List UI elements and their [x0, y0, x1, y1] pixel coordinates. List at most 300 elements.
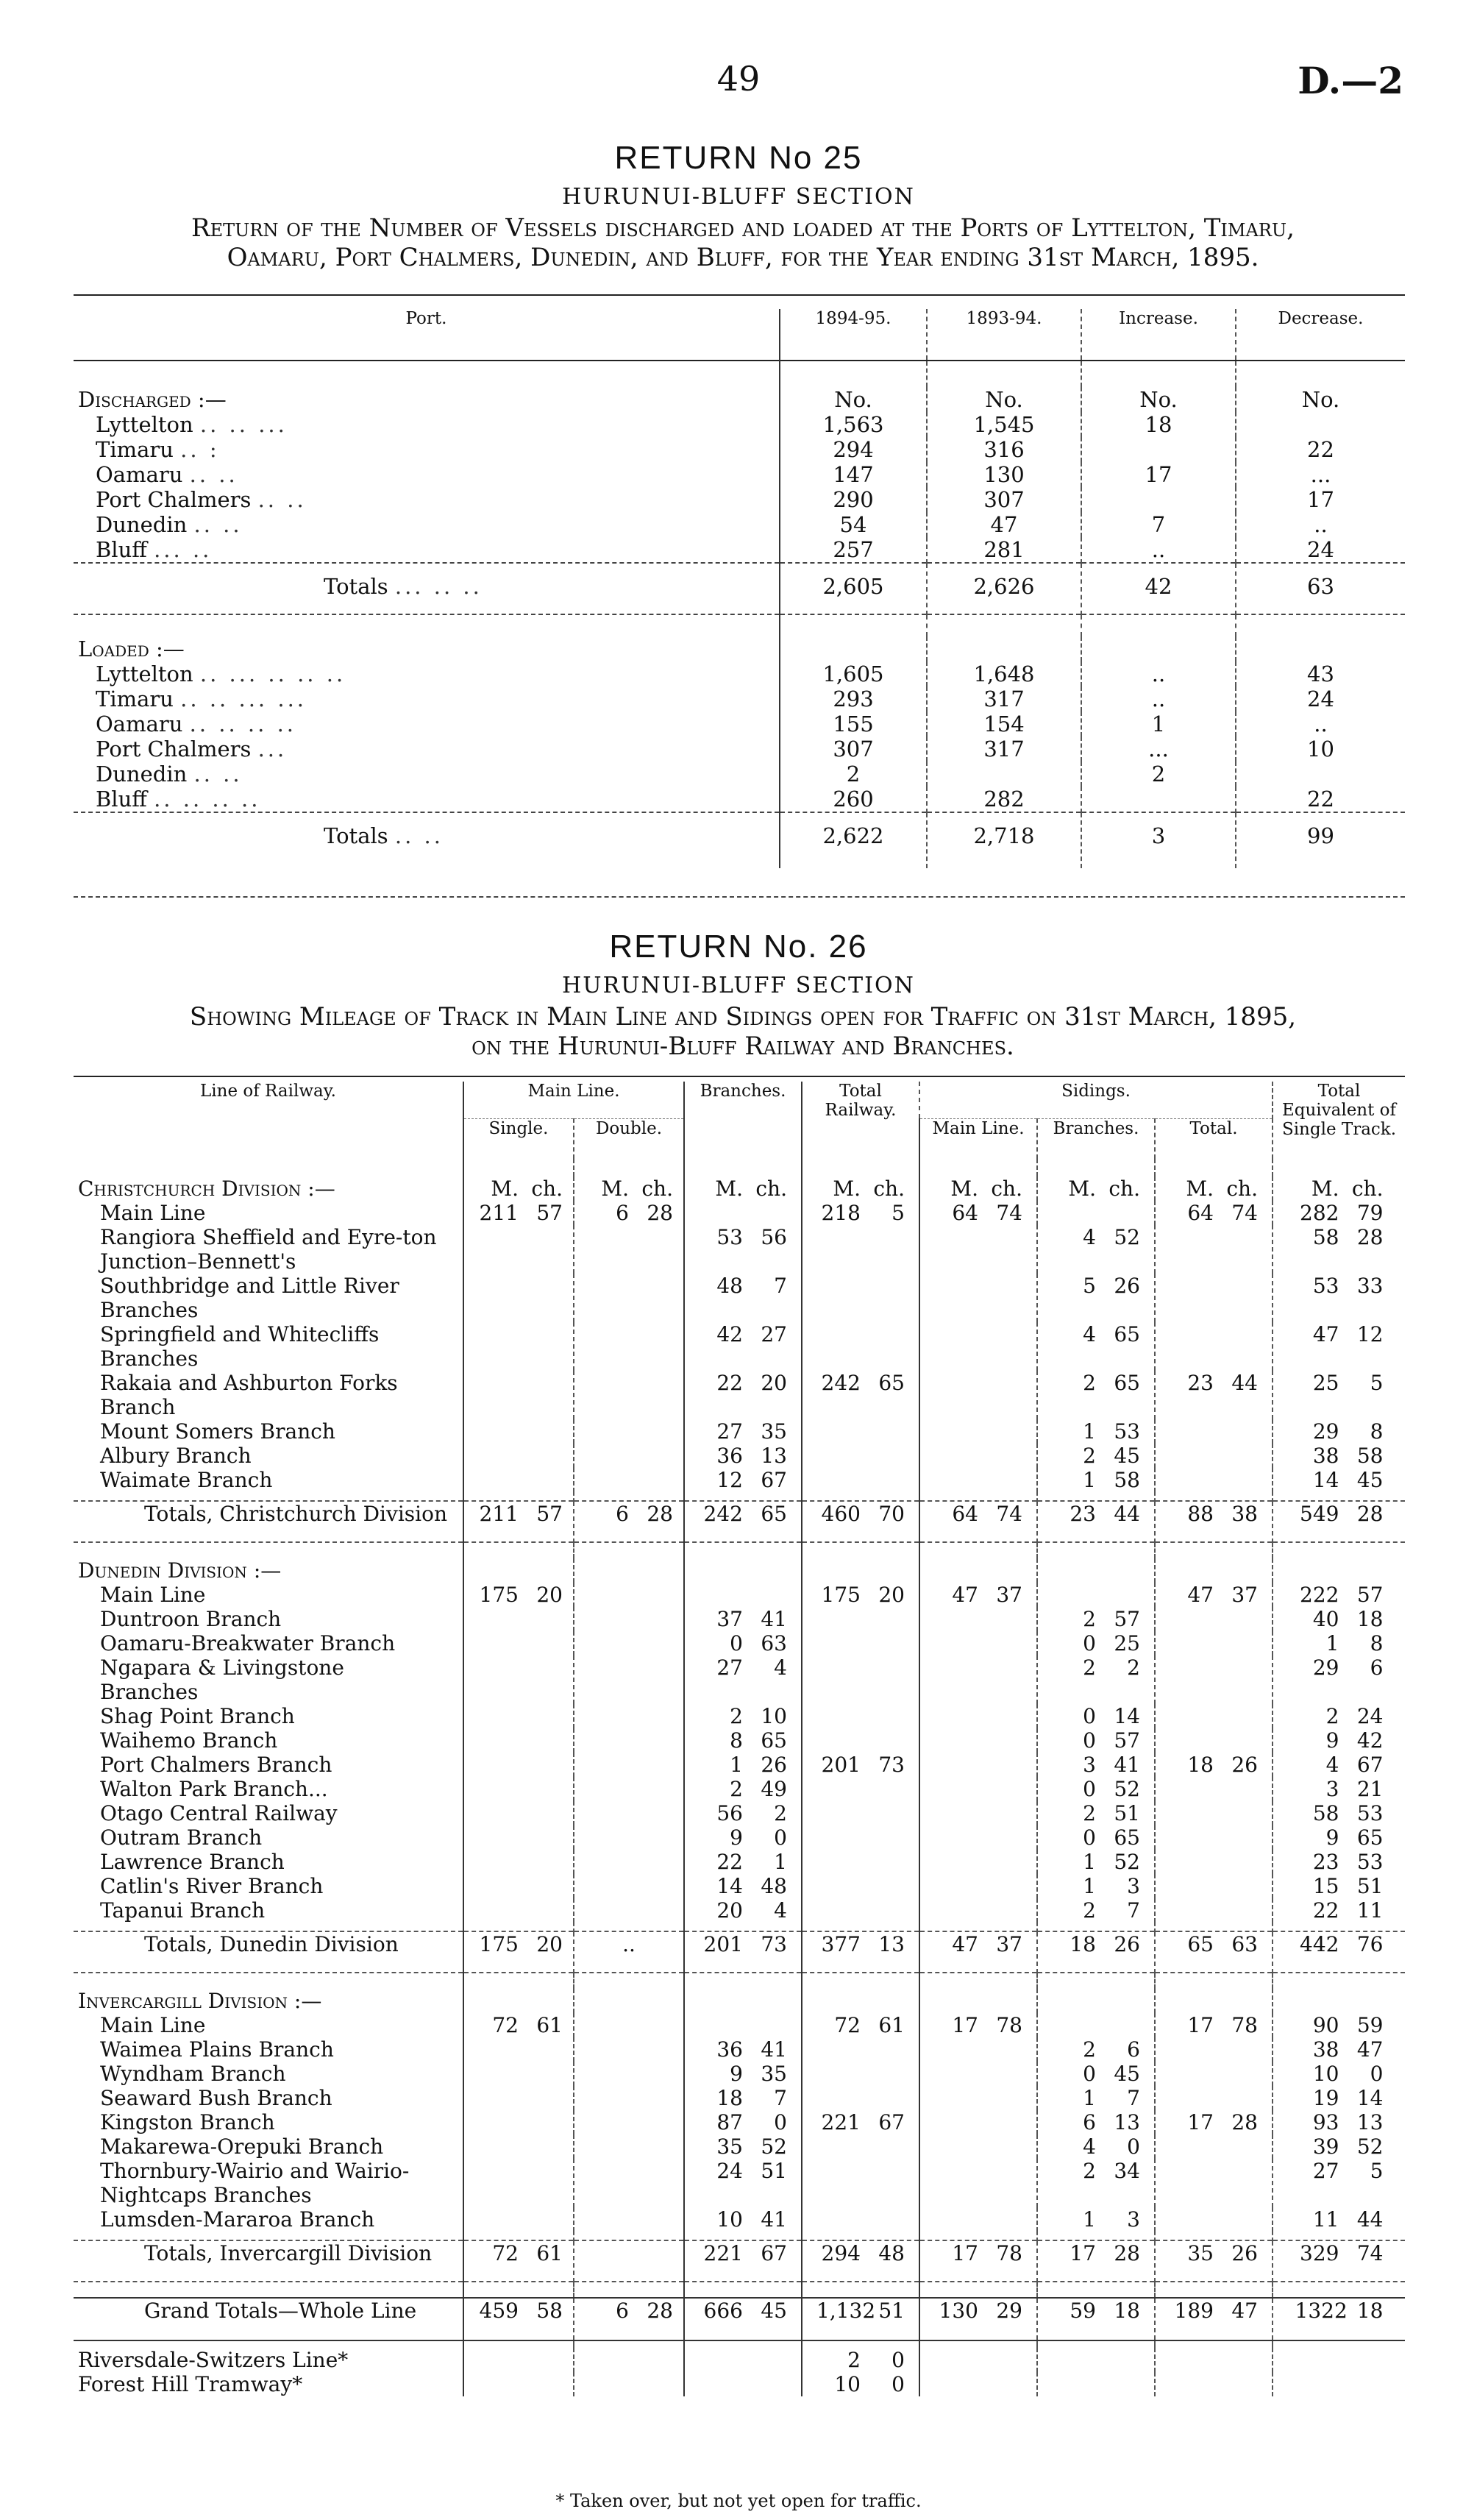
leader-dots: .. .. ... ... [180, 686, 307, 711]
division-heading-row [74, 1989, 1405, 2013]
chains: 3 [1127, 1874, 1140, 1898]
value-1894: 290 [780, 487, 927, 512]
mileage-table [74, 1082, 1405, 2396]
table-row [74, 1753, 1405, 1777]
value-1893: 316 [927, 437, 1081, 462]
value-decrease: 10 [1236, 737, 1405, 762]
total-increase: 3 [1081, 812, 1236, 868]
spacer-row [74, 2232, 1405, 2240]
miles: 24 [716, 2159, 743, 2183]
table-row [74, 412, 1405, 437]
total-decrease: 63 [1236, 563, 1405, 614]
value-increase: 7 [1081, 512, 1236, 537]
table-row [74, 487, 1405, 512]
miles: 53 [716, 1225, 743, 1249]
value-decrease: 43 [1236, 661, 1405, 686]
miles-unit: M. [833, 1176, 861, 1201]
chains: 0 [1127, 2134, 1140, 2159]
line-name: Waimate Branch [100, 1468, 273, 1492]
miles: 2 [1083, 2037, 1096, 2062]
miles: 88 [1187, 1502, 1214, 1526]
chains: 14 [1114, 1704, 1140, 1728]
chains: 7 [1127, 2086, 1140, 2110]
miles-unit: M. [1311, 1176, 1339, 1201]
col-single: Single. [463, 1118, 574, 1159]
line-name: Forest Hill Tramway* [78, 2372, 303, 2396]
chains: 42 [1356, 1728, 1384, 1753]
chains: 52 [761, 2134, 787, 2159]
value-1893: 1,648 [927, 661, 1081, 686]
chains: 65 [761, 1502, 787, 1526]
miles: 377 [821, 1932, 861, 1956]
miles: 2 [1083, 1801, 1096, 1825]
table-row [74, 2159, 1405, 2207]
total-1893: 2,626 [927, 563, 1081, 614]
miles: 666 [703, 2299, 743, 2323]
line-name: Makarewa-Orepuki Branch [100, 2134, 384, 2159]
miles: 9 [730, 1825, 743, 1850]
chains: 63 [761, 1631, 787, 1655]
unit-label: No. [1236, 387, 1405, 412]
unit-label: No. [780, 387, 927, 412]
line-name: Thornbury-Wairio and Wairio-Nightcaps Branches [100, 2159, 410, 2207]
miles: 9 [1325, 1728, 1339, 1753]
miles: 459 [479, 2299, 519, 2323]
miles: 9 [1325, 1825, 1339, 1850]
miles: 1 [730, 1753, 743, 1777]
miles-unit: M. [950, 1176, 978, 1201]
col-sidings: Sidings. [919, 1082, 1273, 1118]
chains: 57 [1114, 1607, 1140, 1631]
chains: 58 [1114, 1468, 1140, 1492]
col-sid-branches: Branches. [1037, 1118, 1155, 1159]
miles: 6 [1083, 2110, 1096, 2134]
miles: 1 [1083, 1419, 1096, 1444]
chains: 61 [878, 2013, 905, 2037]
division-heading-row [74, 1558, 1405, 1583]
page-header [0, 52, 1477, 110]
miles: 175 [821, 1583, 861, 1607]
miles: 29 [1312, 1419, 1339, 1444]
chains: 74 [996, 1201, 1022, 1225]
miles: 18 [716, 2086, 743, 2110]
port-name: Oamaru [96, 711, 183, 737]
miles: 460 [821, 1502, 861, 1526]
line-name: Wyndham Branch [100, 2062, 286, 2086]
miles: 329 [1300, 2241, 1339, 2265]
chains: 48 [878, 2241, 905, 2265]
miles: 0 [1083, 1728, 1096, 1753]
port-name: Dunedin [96, 512, 188, 537]
miles: 25 [1312, 1371, 1339, 1395]
spacer-row [74, 1973, 1405, 1989]
chains: 44 [1231, 1371, 1258, 1395]
value-increase [1081, 787, 1236, 812]
miles: 294 [821, 2241, 861, 2265]
miles-unit: M. [491, 1176, 519, 1201]
leader-dots: .. .. [257, 487, 307, 512]
value-increase: ... [1081, 737, 1236, 762]
chains: 5 [1370, 2159, 1384, 2183]
miles: 0 [1083, 2062, 1096, 2086]
table-row [74, 1322, 1405, 1371]
table-row [74, 1728, 1405, 1753]
chains: 59 [1356, 2013, 1384, 2037]
chains: 57 [536, 1502, 563, 1526]
miles: 442 [1300, 1932, 1339, 1956]
miles: 242 [703, 1502, 743, 1526]
miles-unit: M. [601, 1176, 629, 1201]
line-name: Duntroon Branch [100, 1607, 282, 1631]
line-name: Main Line [100, 1583, 206, 1607]
line-name: Walton Park Branch... [100, 1777, 328, 1801]
miles: 221 [703, 2241, 743, 2265]
chains: 52 [1356, 2134, 1384, 2159]
chains: 67 [761, 2241, 787, 2265]
miles: 2 [730, 1777, 743, 1801]
miles: 175 [479, 1583, 519, 1607]
miles: 1322 [1295, 2299, 1348, 2323]
miles: 6 [616, 2299, 629, 2323]
miles: 47 [1312, 1322, 1339, 1346]
miles: 23 [1187, 1371, 1214, 1395]
value-1894: 1,605 [780, 661, 927, 686]
leader-dots: .. .. [394, 823, 444, 848]
table-row [74, 2134, 1405, 2159]
chains: 0 [891, 2348, 905, 2372]
table-row [74, 2372, 1405, 2396]
col-1893: 1893-94. [927, 309, 1081, 361]
table-row [74, 1777, 1405, 1801]
chains: 74 [1231, 1201, 1258, 1225]
line-name: Catlin's River Branch [100, 1874, 324, 1898]
miles: 47 [1187, 1583, 1214, 1607]
spacer-row [74, 1492, 1405, 1501]
chains: 5 [1370, 1371, 1384, 1395]
miles: 17 [1187, 2110, 1214, 2134]
port-name: Oamaru [96, 462, 183, 487]
miles: 27 [716, 1655, 743, 1680]
miles: 201 [821, 1753, 861, 1777]
chains: 10 [761, 1704, 787, 1728]
table-row [74, 1801, 1405, 1825]
chains: 45 [1114, 1444, 1140, 1468]
chains: 65 [878, 1371, 905, 1395]
chains: 26 [761, 1753, 787, 1777]
miles: 22 [716, 1371, 743, 1395]
miles: 2 [847, 2348, 861, 2372]
spacer-row [74, 1159, 1405, 1176]
table-row [74, 661, 1405, 686]
chains: 74 [1356, 2241, 1384, 2265]
value-1894: 147 [780, 462, 927, 487]
miles: 0 [1083, 1825, 1096, 1850]
miles: 48 [716, 1274, 743, 1298]
chains: 37 [1231, 1583, 1258, 1607]
totals-label: Totals, Christchurch Division [144, 1502, 447, 1526]
miles: 87 [716, 2110, 743, 2134]
chains: 7 [1127, 1898, 1140, 1923]
miles: 4 [1083, 1225, 1096, 1249]
total-1893: 2,718 [927, 812, 1081, 868]
chains-unit: ch. [1108, 1176, 1140, 1201]
chains: 52 [1114, 1777, 1140, 1801]
table-row [74, 1419, 1405, 1444]
table-row [74, 1655, 1405, 1704]
chains: 49 [761, 1777, 787, 1801]
chains-unit: ch. [531, 1176, 563, 1201]
miles: 53 [1312, 1274, 1339, 1298]
table-row [74, 737, 1405, 762]
miles: 0 [1083, 1777, 1096, 1801]
footnote: * Taken over, but not yet open for traffic. [555, 2491, 922, 2511]
miles: 64 [952, 1201, 978, 1225]
port-name: Lyttelton [96, 661, 193, 686]
miles: 211 [479, 1201, 519, 1225]
table-row [74, 1825, 1405, 1850]
miles: 37 [716, 1607, 743, 1631]
division-heading: Christchurch Division :— [78, 1176, 335, 1201]
value-decrease [1236, 412, 1405, 437]
value-increase: 18 [1081, 412, 1236, 437]
chains: 65 [761, 1728, 787, 1753]
col-1894: 1894-95. [780, 309, 927, 361]
miles: 2 [1083, 1655, 1096, 1680]
miles: 1 [1083, 1468, 1096, 1492]
value-1893: 281 [927, 537, 1081, 563]
chains: 24 [1356, 1704, 1384, 1728]
chains: 26 [1231, 2241, 1258, 2265]
col-total-railway: Total Railway. [802, 1082, 919, 1159]
chains: 78 [1231, 2013, 1258, 2037]
mileage-table-body [74, 1159, 1405, 2396]
miles: 27 [1312, 2159, 1339, 2183]
caption-line-1: Showing Mileage of Track in Main Line and Sidings open for Traffic on 31st March, 1895, [189, 1002, 1297, 1032]
chains: 18 [1114, 2299, 1140, 2323]
return-25-section: HURUNUI-BLUFF SECTION [562, 184, 915, 210]
chains: 47 [1356, 2037, 1384, 2062]
value-1893: 130 [927, 462, 1081, 487]
unit-label: No. [1081, 387, 1236, 412]
leader-dots: .. ... .. .. .. [199, 661, 346, 686]
chains: 41 [761, 1607, 787, 1631]
miles: 90 [1312, 2013, 1339, 2037]
value-decrease: .. [1236, 711, 1405, 737]
chains: 7 [774, 2086, 787, 2110]
miles: 35 [1187, 2241, 1214, 2265]
table-row [74, 2086, 1405, 2110]
line-name: Lumsden-Mararoa Branch [100, 2207, 375, 2232]
miles-unit: M. [715, 1176, 743, 1201]
value-decrease: 22 [1236, 437, 1405, 462]
line-name: Ngapara & Livingstone Branches [100, 1655, 344, 1704]
chains: 13 [761, 1444, 787, 1468]
chains: 4 [774, 1655, 787, 1680]
vessels-table [74, 309, 1405, 868]
table-row [74, 437, 1405, 462]
caption-line-2: Oamaru, Port Chalmers, Dunedin, and Bluff, for the Year ending 31st March, 1895. [227, 243, 1259, 272]
miles: 14 [1312, 1468, 1339, 1492]
value-1894: 54 [780, 512, 927, 537]
leader-dots: .. .. ... [199, 412, 288, 437]
chains: 21 [1356, 1777, 1384, 1801]
chains: 58 [536, 2299, 563, 2323]
miles: 3 [1325, 1777, 1339, 1801]
totals-label: Totals, Invercargill Division [144, 2241, 433, 2265]
chains: 13 [1356, 2110, 1384, 2134]
miles: 242 [821, 1371, 861, 1395]
chains: 41 [761, 2207, 787, 2232]
table-row [74, 1371, 1405, 1419]
leader-dots: .. .. [193, 762, 243, 787]
col-main-line: Main Line. [463, 1082, 684, 1118]
miles: 14 [716, 1874, 743, 1898]
return-25-title: RETURN No 25 [614, 140, 863, 176]
chains: 38 [1231, 1502, 1258, 1526]
division-heading-row [74, 1176, 1405, 1201]
chains: 27 [761, 1322, 787, 1346]
miles: 36 [716, 1444, 743, 1468]
miles: 2 [1083, 1607, 1096, 1631]
miles: 221 [821, 2110, 861, 2134]
chains: 65 [1114, 1322, 1140, 1346]
table-row [74, 2348, 1405, 2372]
miles: 1,132 [816, 2299, 876, 2323]
chains: 53 [1356, 1801, 1384, 1825]
chains: 73 [761, 1932, 787, 1956]
return-25-caption [81, 213, 1405, 272]
miles: 4 [1083, 2134, 1096, 2159]
chains: 51 [761, 2159, 787, 2183]
table-rule [74, 294, 1405, 296]
chains: 8 [1370, 1419, 1384, 1444]
miles: 2 [1083, 1898, 1096, 1923]
port-name: Lyttelton [96, 412, 193, 437]
line-name: Albury Branch [100, 1444, 252, 1468]
miles: 10 [1312, 2062, 1339, 2086]
chains: 4 [774, 1898, 787, 1923]
table-rule [74, 896, 1405, 898]
value-1894: 257 [780, 537, 927, 563]
miles: 93 [1312, 2110, 1339, 2134]
table-row [74, 1444, 1405, 1468]
chains: 29 [996, 2299, 1022, 2323]
miles: 36 [716, 2037, 743, 2062]
miles: 10 [834, 2372, 861, 2396]
chains: 5 [891, 1201, 905, 1225]
miles: 64 [1187, 1201, 1214, 1225]
line-name: Outram Branch [100, 1825, 263, 1850]
line-name: Tapanui Branch [100, 1898, 266, 1923]
miles: 39 [1312, 2134, 1339, 2159]
totals-label: Totals [324, 823, 388, 848]
table-row [74, 462, 1405, 487]
line-name: Port Chalmers Branch [100, 1753, 332, 1777]
chains: 33 [1356, 1274, 1384, 1298]
division-heading: Invercargill Division :— [78, 1989, 322, 2013]
miles-unit: M. [1186, 1176, 1214, 1201]
chains: 18 [1356, 1607, 1384, 1631]
miles: 72 [492, 2013, 519, 2037]
table-row [74, 2207, 1405, 2232]
chains: 20 [536, 1932, 563, 1956]
miles: 6 [616, 1201, 629, 1225]
miles: 549 [1300, 1502, 1339, 1526]
line-name: Lawrence Branch [100, 1850, 285, 1874]
miles: 40 [1312, 1607, 1339, 1631]
total-1894: 2,622 [780, 812, 927, 868]
chains: 1 [774, 1850, 787, 1874]
page-number: 49 [716, 59, 761, 99]
table-row [74, 512, 1405, 537]
miles: 11 [1312, 2207, 1339, 2232]
chains: 63 [1231, 1932, 1258, 1956]
miles: 64 [952, 1502, 978, 1526]
value-1894: 294 [780, 437, 927, 462]
chains: 37 [996, 1583, 1022, 1607]
chains: 47 [1231, 2299, 1258, 2323]
chains: 0 [774, 1825, 787, 1850]
value-1894: 155 [780, 711, 927, 737]
miles: 59 [1070, 2299, 1096, 2323]
table-row [74, 2062, 1405, 2086]
value-1893: 317 [927, 686, 1081, 711]
totals-row [74, 1931, 1405, 1973]
miles: 5 [1083, 1274, 1096, 1298]
chains: 11 [1356, 1898, 1384, 1923]
miles: 1 [1325, 1631, 1339, 1655]
chains: 2 [1127, 1655, 1140, 1680]
value-increase: .. [1081, 661, 1236, 686]
col-total-equivalent: Total Equivalent of Single Track. [1273, 1082, 1405, 1159]
table-row [74, 762, 1405, 787]
chains: 67 [761, 1468, 787, 1492]
miles: 130 [939, 2299, 978, 2323]
port-name: Dunedin [96, 762, 188, 787]
chains: 6 [1127, 2037, 1140, 2062]
miles: 9 [730, 2062, 743, 2086]
grand-totals-row [74, 2298, 1405, 2340]
chains: 61 [536, 2013, 563, 2037]
chains: 35 [761, 1419, 787, 1444]
leader-dots: .. .. .. .. [154, 787, 261, 812]
col-sid-total: Total. [1155, 1118, 1273, 1159]
miles: 17 [952, 2241, 978, 2265]
miles: 2 [1325, 1704, 1339, 1728]
port-name: Port Chalmers [96, 737, 252, 762]
col-line-of-railway: Line of Railway. [200, 1082, 336, 1101]
miles: 29 [1312, 1655, 1339, 1680]
port-name: Bluff [96, 787, 147, 812]
chains-unit: ch. [1351, 1176, 1384, 1201]
col-decrease: Decrease. [1236, 309, 1405, 361]
chains: 70 [878, 1502, 905, 1526]
chains: 45 [761, 2299, 787, 2323]
leader-dots: ... .. .. [394, 574, 483, 599]
miles: 4 [1325, 1753, 1339, 1777]
value-decrease: 24 [1236, 537, 1405, 563]
line-name: Springfield and Whitecliffs Branches [100, 1322, 380, 1371]
line-name: Waihemo Branch [100, 1728, 278, 1753]
miles: 2 [1083, 1444, 1096, 1468]
line-name: Mount Somers Branch [100, 1419, 335, 1444]
miles: 42 [716, 1322, 743, 1346]
miles: 72 [834, 2013, 861, 2037]
value-increase: 1 [1081, 711, 1236, 737]
chains: 53 [1114, 1419, 1140, 1444]
chains: 45 [1356, 1468, 1384, 1492]
miles: 35 [716, 2134, 743, 2159]
